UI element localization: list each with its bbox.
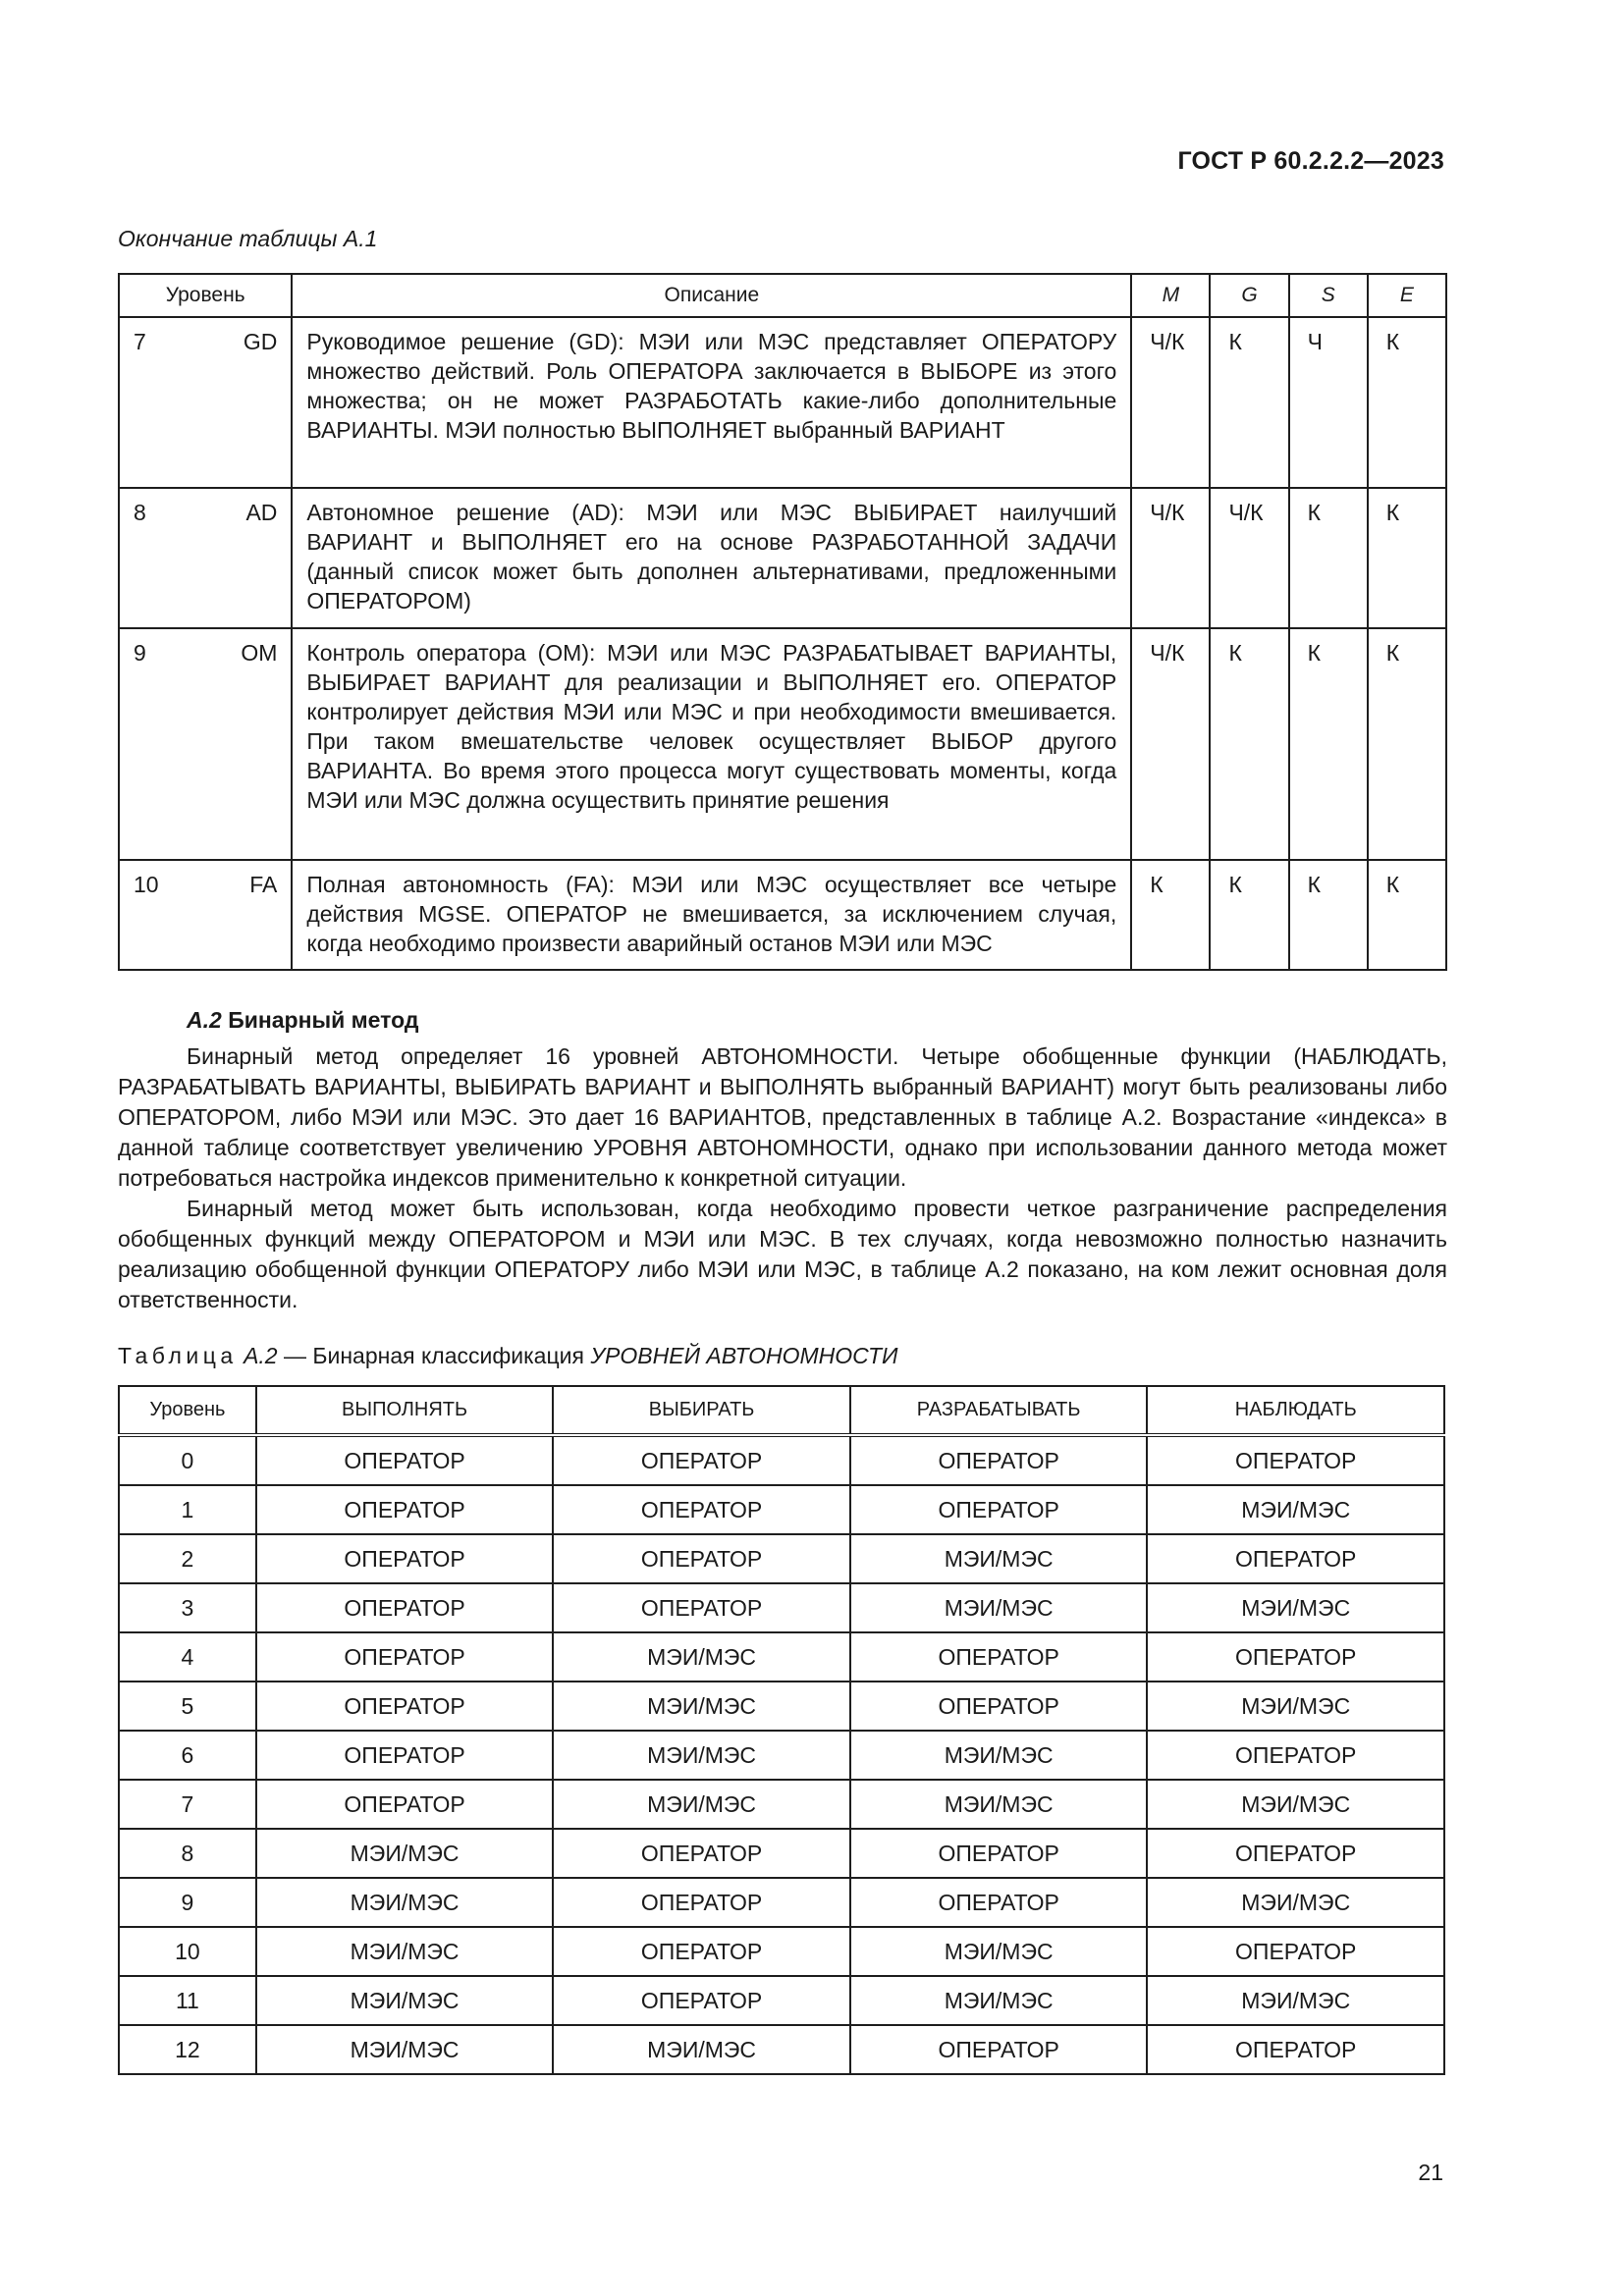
- description-cell: Автономное решение (AD): МЭИ или МЭС ВЫБИРАЕТ наилучший ВАРИАНТ и ВЫПОЛНЯЕТ его на основе РАЗРАБОТАННОЙ ЗАДАЧИ (данный список может быть дополнен альтернативами, предложенными ОПЕРАТОРОМ): [292, 488, 1131, 628]
- paragraph: Бинарный метод может быть использован, когда необходимо провести четкое разграничение распределения обобщенных функций между ОПЕРАТОРОМ и МЭИ или МЭС. В тех случаях, когда невозможно полностью назначить реализацию обобщенной функции ОПЕРАТОРУ либо МЭИ или МЭС, в таблице А.2 показано, на ком лежит основная доля ответственности.: [118, 1196, 1447, 1312]
- observe-cell: ОПЕРАТОР: [1147, 1927, 1444, 1976]
- table2-caption: [118, 1343, 898, 1369]
- develop-cell: ОПЕРАТОР: [850, 1878, 1148, 1927]
- caption-italic: УРОВНЕЙ АВТОНОМНОСТИ: [590, 1343, 898, 1368]
- table-row: [119, 2025, 1444, 2074]
- s-cell: К: [1289, 488, 1368, 628]
- table-row: [119, 860, 1446, 970]
- execute-cell: МЭИ/МЭС: [256, 1976, 554, 2025]
- table-row: [119, 1632, 1444, 1682]
- select-cell: ОПЕРАТОР: [553, 1485, 850, 1534]
- table-row: [119, 1731, 1444, 1780]
- page-number: 21: [1418, 2160, 1443, 2185]
- table-row: [119, 1534, 1444, 1583]
- table-row: [119, 1780, 1444, 1829]
- execute-cell: ОПЕРАТОР: [256, 1780, 554, 1829]
- select-cell: ОПЕРАТОР: [553, 1927, 850, 1976]
- execute-cell: МЭИ/МЭС: [256, 1829, 554, 1878]
- m-cell: К: [1131, 860, 1210, 970]
- select-cell: МЭИ/МЭС: [553, 1682, 850, 1731]
- level-cell: 2: [119, 1534, 256, 1583]
- description-cell: Контроль оператора (ОМ): МЭИ или МЭС РАЗРАБАТЫВАЕТ ВАРИАНТЫ, ВЫБИРАЕТ ВАРИАНТ для реализации и ВЫПОЛНЯЕТ его. ОПЕРАТОР контролирует действия МЭИ или МЭС и при необходимости вмешивается. При таком вмешательстве человек осуществляет ВЫБОР другого ВАРИАНТА. Во время этого процесса могут существовать моменты, когда МЭИ или МЭС должна осуществить принятие решения: [292, 628, 1131, 860]
- execute-cell: ОПЕРАТОР: [256, 1731, 554, 1780]
- g-cell: К: [1210, 860, 1288, 970]
- observe-cell: ОПЕРАТОР: [1147, 2025, 1444, 2074]
- level-cell: 0: [119, 1435, 256, 1485]
- col-s-header: S: [1289, 274, 1368, 317]
- table-row: [119, 317, 1446, 488]
- level-code: GD: [243, 329, 278, 354]
- observe-cell: ОПЕРАТОР: [1147, 1435, 1444, 1485]
- level-cell: 9: [119, 1878, 256, 1927]
- table-row: [119, 1682, 1444, 1731]
- select-cell: ОПЕРАТОР: [553, 1878, 850, 1927]
- table-a1-continuation: [118, 273, 1447, 971]
- select-cell: ОПЕРАТОР: [553, 1829, 850, 1878]
- execute-cell: ОПЕРАТОР: [256, 1534, 554, 1583]
- level-cell: [119, 628, 292, 860]
- develop-cell: МЭИ/МЭС: [850, 1780, 1148, 1829]
- table-row: [119, 1435, 1444, 1485]
- e-cell: К: [1368, 860, 1446, 970]
- table-row: [119, 488, 1446, 628]
- section-heading: [187, 1007, 418, 1034]
- table-row: [119, 1976, 1444, 2025]
- e-cell: К: [1368, 488, 1446, 628]
- observe-cell: МЭИ/МЭС: [1147, 1485, 1444, 1534]
- table-a2-binary-classification: [118, 1385, 1445, 2075]
- table-row: [119, 1583, 1444, 1632]
- level-cell: 6: [119, 1731, 256, 1780]
- table1-header-row: [119, 274, 1446, 317]
- develop-cell: ОПЕРАТОР: [850, 1829, 1148, 1878]
- e-cell: К: [1368, 317, 1446, 488]
- table1-caption: Окончание таблицы А.1: [118, 226, 378, 251]
- execute-cell: МЭИ/МЭС: [256, 2025, 554, 2074]
- caption-word: Таблица: [118, 1343, 238, 1368]
- table-row: [119, 1485, 1444, 1534]
- observe-cell: МЭИ/МЭС: [1147, 1976, 1444, 2025]
- g-cell: К: [1210, 628, 1288, 860]
- paragraph: Бинарный метод определяет 16 уровней АВТОНОМНОСТИ. Четыре обобщенные функции (НАБЛЮДАТЬ, РАЗРАБАТЫВАТЬ ВАРИАНТЫ, ВЫБИРАТЬ ВАРИАНТ и ВЫПОЛНЯТЬ выбранный ВАРИАНТ) могут быть реализованы либо ОПЕРАТОРОМ, либо МЭИ или МЭС. Это дает 16 ВАРИАНТОВ, представленных в таблице А.2. Возрастание «индекса» в данной таблице соответствует увеличению УРОВНЯ АВТОНОМНОСТИ, однако при использовании данного метода может потребоваться настройка индексов применительно к конкретной ситуации.: [118, 1043, 1447, 1191]
- observe-cell: ОПЕРАТОР: [1147, 1731, 1444, 1780]
- observe-cell: МЭИ/МЭС: [1147, 1780, 1444, 1829]
- col-select-header: ВЫБИРАТЬ: [553, 1386, 850, 1435]
- col-e-header: E: [1368, 274, 1446, 317]
- develop-cell: МЭИ/МЭС: [850, 1976, 1148, 2025]
- observe-cell: МЭИ/МЭС: [1147, 1682, 1444, 1731]
- level-code: AD: [245, 500, 278, 525]
- select-cell: ОПЕРАТОР: [553, 1435, 850, 1485]
- s-cell: К: [1289, 628, 1368, 860]
- col-g-header: G: [1210, 274, 1288, 317]
- level-cell: 8: [119, 1829, 256, 1878]
- m-cell: Ч/К: [1131, 317, 1210, 488]
- section-title: Бинарный метод: [228, 1007, 419, 1033]
- col-level-header: Уровень: [119, 274, 292, 317]
- caption-text: — Бинарная классификация: [277, 1343, 591, 1368]
- develop-cell: МЭИ/МЭС: [850, 1534, 1148, 1583]
- level-number: 8: [134, 500, 146, 525]
- level-cell: 3: [119, 1583, 256, 1632]
- execute-cell: ОПЕРАТОР: [256, 1435, 554, 1485]
- observe-cell: ОПЕРАТОР: [1147, 1632, 1444, 1682]
- col-m-header: M: [1131, 274, 1210, 317]
- execute-cell: ОПЕРАТОР: [256, 1583, 554, 1632]
- observe-cell: ОПЕРАТОР: [1147, 1534, 1444, 1583]
- table-row: [119, 1878, 1444, 1927]
- table-row: [119, 628, 1446, 860]
- col-observe-header: НАБЛЮДАТЬ: [1147, 1386, 1444, 1435]
- col-develop-header: РАЗРАБАТЫВАТЬ: [850, 1386, 1148, 1435]
- observe-cell: ОПЕРАТОР: [1147, 1829, 1444, 1878]
- develop-cell: МЭИ/МЭС: [850, 1583, 1148, 1632]
- execute-cell: ОПЕРАТОР: [256, 1682, 554, 1731]
- level-cell: 4: [119, 1632, 256, 1682]
- caption-number: А.2: [244, 1343, 278, 1368]
- select-cell: ОПЕРАТОР: [553, 1976, 850, 2025]
- s-cell: К: [1289, 860, 1368, 970]
- select-cell: МЭИ/МЭС: [553, 1780, 850, 1829]
- execute-cell: ОПЕРАТОР: [256, 1485, 554, 1534]
- level-number: 9: [134, 640, 146, 666]
- develop-cell: ОПЕРАТОР: [850, 1632, 1148, 1682]
- observe-cell: МЭИ/МЭС: [1147, 1878, 1444, 1927]
- select-cell: МЭИ/МЭС: [553, 1632, 850, 1682]
- select-cell: МЭИ/МЭС: [553, 2025, 850, 2074]
- col-description-header: Описание: [292, 274, 1131, 317]
- m-cell: Ч/К: [1131, 628, 1210, 860]
- description-cell: Руководимое решение (GD): МЭИ или МЭС представляет ОПЕРАТОРУ множество действий. Роль ОПЕРАТОРА заключается в ВЫБОРЕ из этого множества; он не может РАЗРАБОТАТЬ какие-либо дополнительные ВАРИАНТЫ. МЭИ полностью ВЫПОЛНЯЕТ выбранный ВАРИАНТ: [292, 317, 1131, 488]
- develop-cell: МЭИ/МЭС: [850, 1731, 1148, 1780]
- description-cell: Полная автономность (FA): МЭИ или МЭС осуществляет все четыре действия MGSE. ОПЕРАТОР не вмешивается, за исключением случая, когда необходимо произвести аварийный останов МЭИ или МЭС: [292, 860, 1131, 970]
- level-cell: 11: [119, 1976, 256, 2025]
- develop-cell: ОПЕРАТОР: [850, 1485, 1148, 1534]
- execute-cell: МЭИ/МЭС: [256, 1878, 554, 1927]
- g-cell: Ч/К: [1210, 488, 1288, 628]
- develop-cell: ОПЕРАТОР: [850, 1682, 1148, 1731]
- table2-header-row: [119, 1386, 1444, 1435]
- document-id: ГОСТ Р 60.2.2.2—2023: [1177, 147, 1444, 175]
- section-number: А.2: [187, 1007, 222, 1033]
- table-row: [119, 1829, 1444, 1878]
- select-cell: МЭИ/МЭС: [553, 1731, 850, 1780]
- select-cell: ОПЕРАТОР: [553, 1583, 850, 1632]
- develop-cell: МЭИ/МЭС: [850, 1927, 1148, 1976]
- level-number: 10: [134, 872, 159, 897]
- level-cell: 10: [119, 1927, 256, 1976]
- table-row: [119, 1927, 1444, 1976]
- execute-cell: МЭИ/МЭС: [256, 1927, 554, 1976]
- level-cell: 1: [119, 1485, 256, 1534]
- level-cell: 12: [119, 2025, 256, 2074]
- observe-cell: МЭИ/МЭС: [1147, 1583, 1444, 1632]
- develop-cell: ОПЕРАТОР: [850, 2025, 1148, 2074]
- col-level-header: Уровень: [119, 1386, 256, 1435]
- level-cell: [119, 860, 292, 970]
- select-cell: ОПЕРАТОР: [553, 1534, 850, 1583]
- execute-cell: ОПЕРАТОР: [256, 1632, 554, 1682]
- level-cell: 5: [119, 1682, 256, 1731]
- level-cell: 7: [119, 1780, 256, 1829]
- g-cell: К: [1210, 317, 1288, 488]
- level-code: FA: [249, 872, 278, 897]
- level-number: 7: [134, 329, 146, 354]
- col-execute-header: ВЫПОЛНЯТЬ: [256, 1386, 554, 1435]
- s-cell: Ч: [1289, 317, 1368, 488]
- level-cell: [119, 488, 292, 628]
- m-cell: Ч/К: [1131, 488, 1210, 628]
- level-cell: [119, 317, 292, 488]
- level-code: OM: [241, 640, 278, 666]
- develop-cell: ОПЕРАТОР: [850, 1435, 1148, 1485]
- e-cell: К: [1368, 628, 1446, 860]
